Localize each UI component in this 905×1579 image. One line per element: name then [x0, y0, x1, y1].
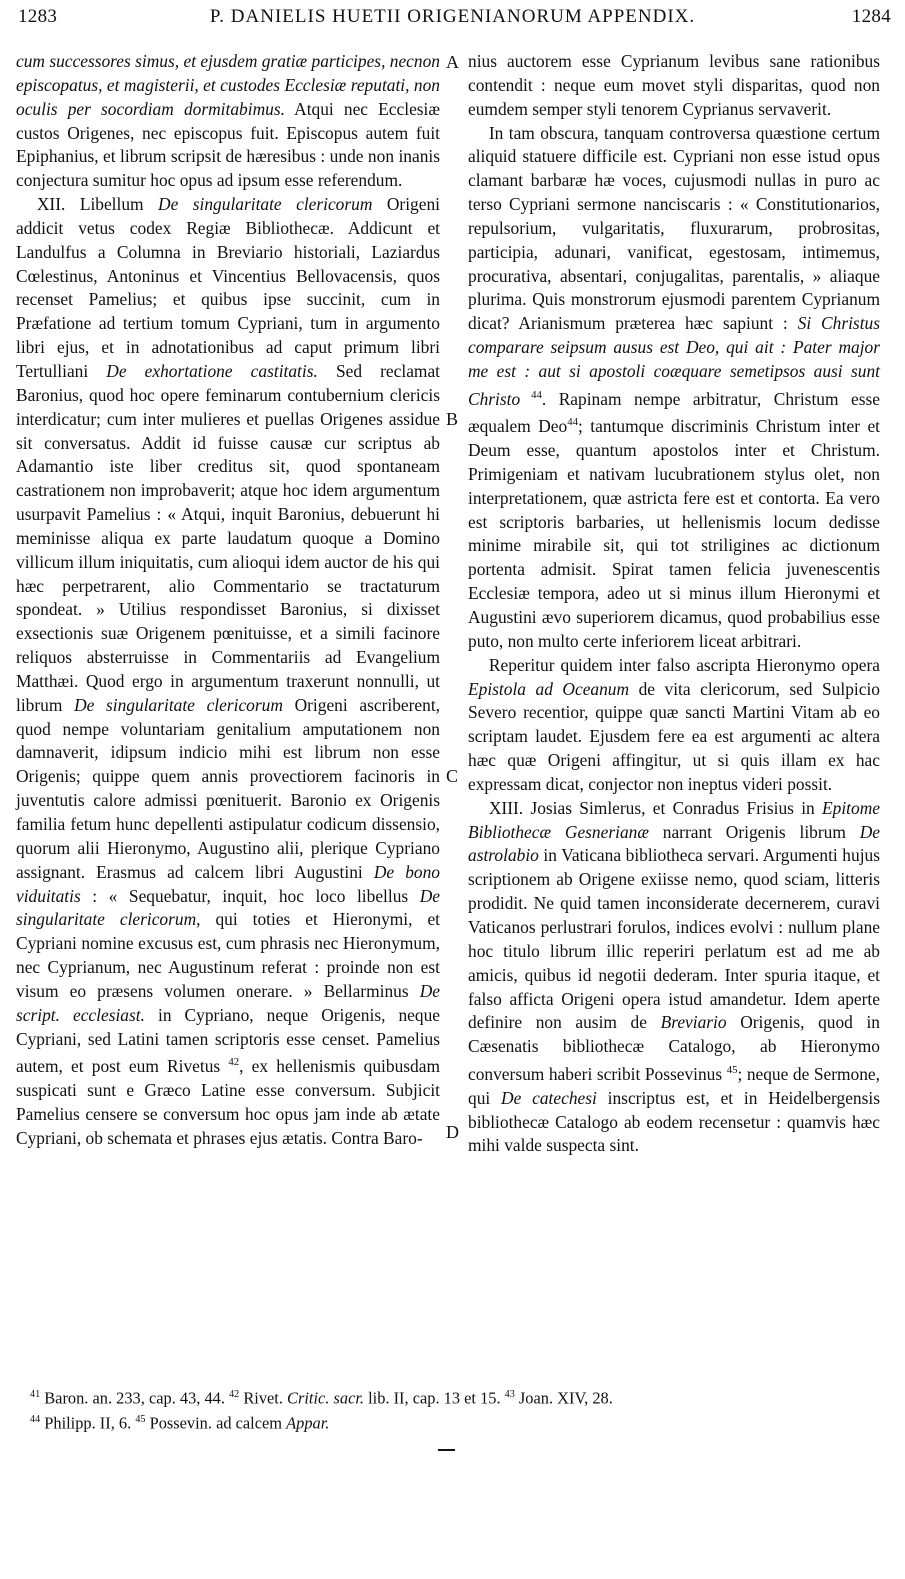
footnote-ref: 44	[567, 416, 578, 429]
text-run: . Rapinam nempe arbitratur, Christum esse æqualem Deo	[468, 388, 880, 437]
italic-text: De bono viduitatis	[16, 861, 440, 906]
footnote-ref: 42	[228, 1056, 240, 1069]
paragraph	[468, 50, 880, 122]
italic-text: De catechesi	[501, 1087, 597, 1108]
footnote-ref: 43	[504, 1389, 515, 1400]
section-marker-c: C	[446, 766, 459, 786]
text-run: ; tantumque discriminis Christum inter et Deum esse, quantum apostolos inter et Christum. Primigeniam et nativam lucubrationem stylus olet, non interpretationem, quæ astricta fere est et contorta. Ea vero est scriptoris barbaries, ut hellenismis locum dedisse minime mirabile sit, qui tot striligines ac dictionum portenta admisit. Spirat tamen felicia juvenescentis Ecclesiæ tempora, adeo ut si minus illum Hieronymi et Augustini ævo superiorem dicamus, quod probabilius esse puto, non multo certe inferiorem liceat arbitrari.	[468, 416, 881, 651]
section-marker-a: A	[446, 52, 459, 72]
italic-text: De exhortatione castitatis.	[106, 360, 318, 381]
italic-text: Epitome Bibliothecæ Gesnerianæ	[468, 797, 880, 842]
text-run: In tam obscura, tanquam controversa quæstione certum aliquid statuere difficile est. Cypriani non esse istud opus clamant barbaræ hæ voces, cujusmodi nullas in puro ac terso Cypriani sermone nanciscaris : « Constitutionarios, repulsorium, vulgaritatis, fluxurarum, probrositas, participia, adunari, vanificat, egestosam, intimemus, procurativa, absentari, conjugalitas, parentalis, » aliaque plurima. Quis monstrorum ejusmodi parentem Cyprianum dicat? Arianismum præterea hæc sapiunt :	[468, 122, 880, 334]
running-title: P. DANIELIS HUETII ORIGENIANORUM APPENDIX.	[209, 6, 696, 27]
page-number-right: 1284	[851, 6, 891, 27]
footnote-ref: 44	[30, 1414, 41, 1426]
paragraph	[16, 50, 440, 193]
end-rule	[438, 1449, 455, 1451]
text-run: Philipp. II, 6.	[40, 1413, 136, 1433]
footnote-line	[30, 1384, 880, 1409]
italic-text: Critic. sacr.	[287, 1388, 364, 1408]
text-run: in Cypriano, neque Origenis, neque Cypriani, sed Latini tamen scriptoris esse censet. Pamelius autem, et post eum Rivetus	[16, 1004, 440, 1077]
text-run: lib. II, cap. 13 et 15.	[364, 1388, 505, 1408]
text-run: , ex hellenismis quibusdam suspicati sunt e Græco Latine esse conversum. Subjicit Pamelius censere se conversum hoc opus jam inde ab ætate Cypriani, ob schemata et phrases ejus ætatis. Contra Baro-	[16, 1056, 440, 1148]
italic-text: Si Christus comparare seipsum ausus est Deo, qui ait : Pater major me est : aut si apostoli coæquare semetipsos ausi sunt Christo	[468, 313, 880, 409]
text-run: Reperitur quidem inter falso ascripta Hieronymo opera	[488, 654, 880, 675]
paragraph	[16, 193, 440, 1151]
text-run: nius auctorem esse Cyprianum levibus sane rationibus contendit : neque eum movet styli disparitas, quod non eumdem semper styli tenorem Cyprianus servaverit.	[468, 51, 880, 119]
footnote-ref: 45	[135, 1414, 146, 1426]
text-run: in Vaticana bibliotheca servari. Argumenti hujus scriptionem ab Origene exiisse nemo, quod sciam, litteris prodidit. Ne quid tamen inconsiderate decernerem, curavi Vaticanos perlustrari forulos, indices evolvi : nullum plane hoc titulo librum illic reperiri perlatum est ad me ab amicis, quibus id negotii dederam. Inter spuria itaque, et falso afficta Origeni opera istud amandetur. Idem aperte definire non ausim de	[468, 845, 880, 1033]
text-run: Rivet.	[239, 1388, 288, 1408]
text-run: Origeni addicit vetus codex Regiæ Bibliothecæ. Addicunt et Landulfus a Columna in Breviario historiali, Laziardus Cœlestinus, Antoninus et Vincentius Bellovacensis, quos recenset Pamelius; et quibus ipse succinit, cum in Præfatione ad tertium tomum Cypriani, tum in argumento libri ejus, et in adnotationibus ad caput primum libri Tertulliani	[16, 194, 440, 381]
paragraph	[468, 797, 880, 1158]
italic-text: Breviario	[660, 1012, 727, 1033]
italic-text: De singularitate clericorum	[158, 194, 373, 215]
text-run: Atqui nec Ecclesiæ custos Origenes, nec episcopus fuit. Episcopus autem fuit Epiphanius, et librum scripsit de hæresibus : unde non inanis conjectura sumitur hoc opus ad ipsum esse referendum.	[16, 98, 440, 191]
text-run: Sed reclamat Baronius, quod hoc opere feminarum contubernium clericis interdicatur; cum inter mulieres et puellas Origenes assidue sit conversatus. Addit id fuisse causæ cur scriptus ab Adamantio iste liber creditus sit, quod spontaneam castrationem non improbaverit; atque hoc idem argumentum usurpavit Pamelius : « Atqui, inquit Baronius, debuerunt hi meminisse aliqua ex parte laudatum quoque a Domino villicum illum iniquitatis, cum alioqui idem auctor de his qui hæc perpetrarent, alio Commentario se tractaturum spondeat. » Utilius respondisset Baronius, si dixisset exsectionis suæ Origenem pœnituisse, et a simili facinore reliquos absterruisse in Commentariis ad Evangelium Matthæi. Quod ergo in argumentum traxerunt nonnulli, ut librum	[16, 360, 440, 715]
italic-text: De script. ecclesiast.	[16, 980, 440, 1025]
text-run: narrant Origenis librum	[648, 821, 860, 842]
footnote-ref: 45	[726, 1064, 738, 1077]
text-run: XII. Libellum	[36, 194, 159, 215]
footnote-ref: 42	[229, 1389, 240, 1400]
right-column	[468, 50, 880, 1158]
page-number-left: 1283	[18, 6, 58, 27]
italic-text: cum successores simus, et ejusdem gratiæ participes, necnon episcopatus, et magisterii, et custodes Ecclesiæ reputati, non oculis per socordiam dormitabimus.	[16, 51, 440, 119]
italic-text: Appar.	[286, 1413, 330, 1433]
italic-text: De astrolabio	[468, 821, 880, 866]
footnote-ref: 41	[30, 1389, 41, 1400]
footnote-line	[30, 1409, 880, 1434]
section-marker-d: D	[446, 1122, 459, 1142]
text-run: Joan. XIV, 28.	[514, 1388, 613, 1408]
footnote-ref: 44	[520, 388, 542, 401]
italic-text: De singularitate clericorum	[16, 885, 440, 930]
paragraph	[468, 122, 880, 654]
text-run: ; neque de Sermone, qui	[468, 1063, 881, 1108]
text-run: Origenis, quod in Cæsenatis bibliothecæ Catalogo, ab Hieronymo conversum haberi scribit Possevinus	[468, 1012, 880, 1084]
text-run: de vita clericorum, sed Sulpicio Severo recentior, quippe quæ sancti Martini Vitam ab eo scriptam laudet. Ejusdem fere ea est argumenti ac altera hæc quæ Origeni affingitur, ut si quis illam ex hac expressam dicat, conjector non ineptus videri possit.	[468, 678, 880, 794]
text-run: : « Sequebatur, inquit, hoc loco libellus	[80, 885, 420, 906]
left-column	[16, 50, 440, 1151]
text-run: Possevin. ad calcem	[145, 1413, 287, 1433]
section-marker-b: B	[446, 409, 459, 429]
text-run: Baron. an. 233, cap. 43, 44.	[40, 1388, 230, 1408]
paragraph	[468, 654, 880, 797]
italic-text: De singularitate clericorum	[74, 694, 283, 715]
text-run: XIII. Josias Simlerus, et Conradus Frisius in	[488, 797, 823, 818]
italic-text: Epistola ad Oceanum	[468, 678, 630, 699]
text-run: Origeni ascriberent, quod nempe voluntariam genitalium amputationem non damnaverit, idipsum indicio mihi est librum non esse Origenis; quippe quem annis provectiorem facinoris in juventutis calore admissi pœnituerit. Baronio ex Origenis familia fetum hunc depellenti astipulatur codicum dissensio, quorum alii Hieronymo, Augustino alii, plerique Cypriano assignant. Erasmus ad calcem libri Augustini	[16, 694, 440, 882]
text-run: , qui toties et Hieronymi, et Cypriani nomine excusus est, cum phrasis nec Hieronymum, nec Cyprianum, nec Augustinum referat : proinde non est visum eo præsens volumen onerare. » Bellarminus	[16, 909, 440, 1001]
text-run: inscriptus est, et in Heidelbergensis bibliothecæ Catalogo ab eodem recensetur : quamvis hæc mihi valde suspecta sint.	[468, 1087, 880, 1156]
footnotes	[30, 1384, 880, 1435]
